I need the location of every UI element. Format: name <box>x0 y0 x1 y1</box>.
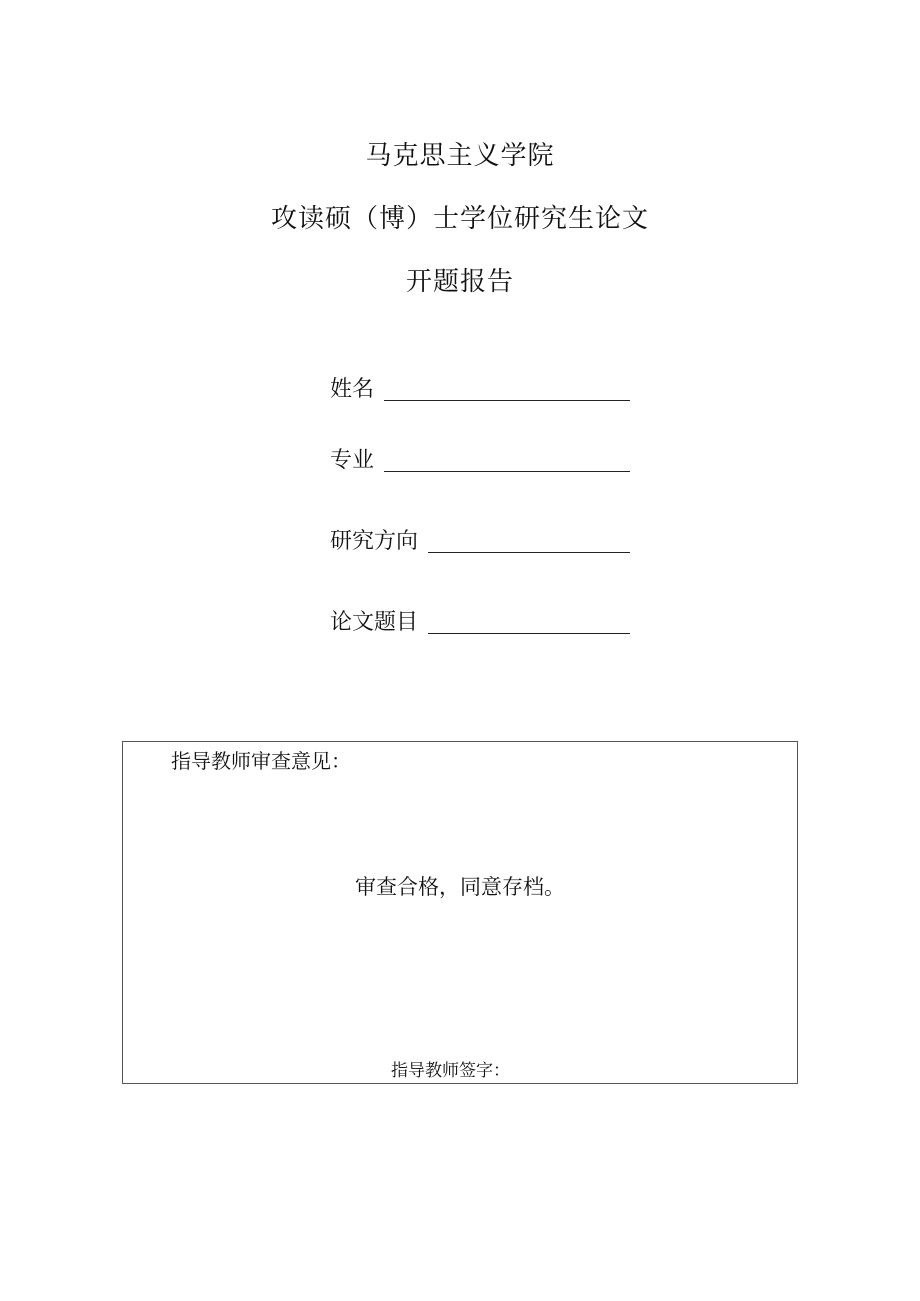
degree-title: 攻读硕（博）士学位研究生论文 <box>270 204 649 234</box>
name-label: 姓名 <box>330 377 375 402</box>
major-field <box>330 441 630 475</box>
institution-title: 马克思主义学院 <box>365 141 555 171</box>
thesis-title-label: 论文题目 <box>330 610 419 635</box>
thesis-title-blank <box>428 607 630 634</box>
research-direction-blank <box>428 526 630 553</box>
research-direction-label: 研究方向 <box>330 529 419 554</box>
advisor-signature-label: 指导教师签字： <box>391 1061 510 1081</box>
major-blank <box>384 445 630 472</box>
advisor-review-box <box>122 741 798 1084</box>
name-blank <box>384 374 630 401</box>
research-direction-field <box>330 522 630 556</box>
report-title: 开题报告 <box>405 267 514 297</box>
review-comment: 审查合格，同意存档。 <box>355 875 565 899</box>
review-heading: 指导教师审查意见： <box>171 749 351 773</box>
major-label: 专业 <box>330 448 375 473</box>
name-field <box>330 370 630 404</box>
thesis-title-field <box>330 603 630 637</box>
